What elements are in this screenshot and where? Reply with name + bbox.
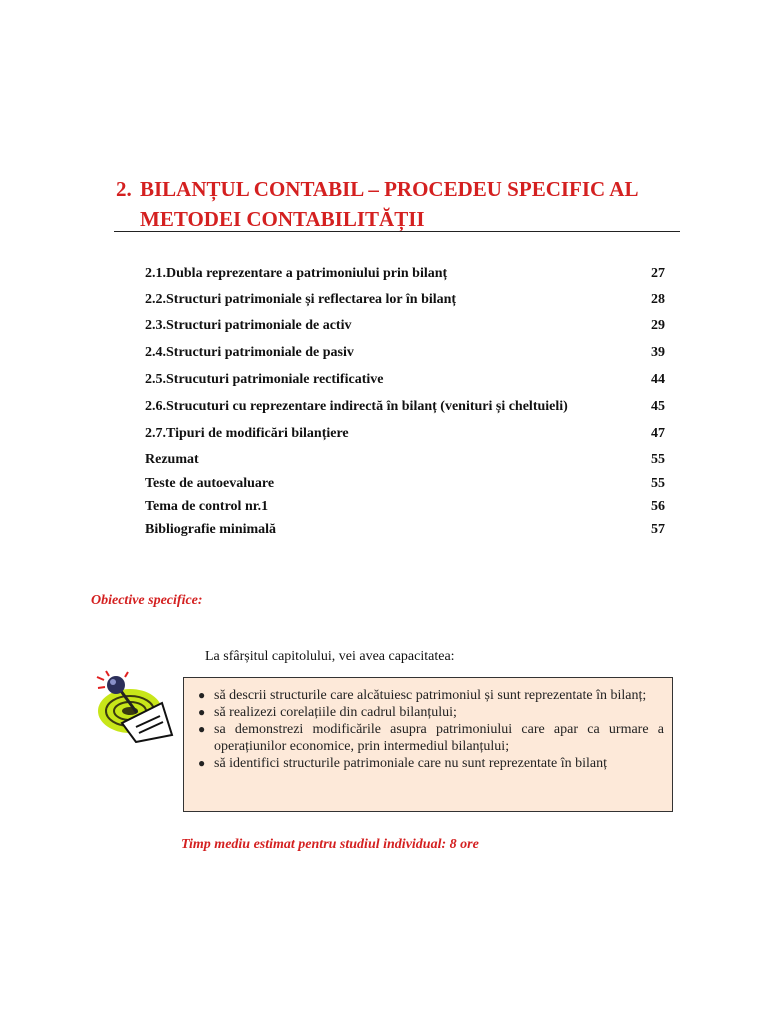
toc-entry-page: 29 — [651, 318, 665, 333]
toc-entry[interactable] — [145, 264, 667, 283]
toc-entry-label: 2.5.Strucuturi patrimoniale rectificative — [145, 372, 384, 387]
toc-entry[interactable] — [145, 316, 667, 335]
toc-entry[interactable] — [145, 520, 667, 539]
toc-entry-label: Tema de control nr.1 — [145, 499, 269, 514]
toc-entry[interactable] — [145, 497, 667, 516]
objective-item — [194, 721, 664, 755]
toc-entry[interactable] — [145, 290, 667, 309]
bullet-icon: ● — [198, 756, 206, 770]
toc-entry-page: 44 — [651, 372, 665, 387]
toc-entry-label: 2.1.Dubla reprezentare a patrimoniului prin bilanț — [145, 266, 448, 281]
title-divider — [114, 231, 680, 232]
time-estimate: Timp mediu estimat pentru studiul individual: 8 ore — [181, 837, 479, 852]
objective-text: să realizezi corelațiile din cadrul bilanțului; — [214, 705, 457, 720]
chapter-title-line2: METODEI CONTABILITĂȚII — [140, 207, 425, 231]
objective-text: sa demonstrezi modificările asupra patrimoniului care apar ca urmare a operațiunilor economice, prin intermediul bilanțului; — [214, 722, 664, 754]
toc-entry-label: 2.3.Structuri patrimoniale de activ — [145, 318, 352, 333]
toc-entry-page: 55 — [651, 452, 665, 467]
bullet-icon: ● — [198, 688, 206, 702]
bullet-icon: ● — [198, 722, 206, 736]
objective-text: să identifici structurile patrimoniale care nu sunt reprezentate în bilanț — [214, 756, 608, 771]
toc-entry-label: Rezumat — [145, 452, 199, 467]
table-of-contents — [145, 264, 667, 539]
toc-entry-page: 45 — [651, 399, 665, 414]
chapter-title — [116, 174, 686, 234]
toc-entry-page: 56 — [651, 499, 665, 514]
toc-entry[interactable] — [145, 450, 667, 469]
toc-entry-page: 47 — [651, 426, 665, 441]
toc-entry-page: 57 — [651, 522, 665, 537]
toc-entry-label: 2.7.Tipuri de modificări bilanțiere — [145, 426, 349, 441]
toc-entry-label: Bibliografie minimală — [145, 522, 277, 537]
toc-entry-label: 2.6.Strucuturi cu reprezentare indirectă în bilanț (venituri și cheltuieli) — [145, 399, 568, 414]
objective-text: să descrii structurile care alcătuiesc patrimoniul și sunt reprezentate în bilanț; — [214, 688, 647, 703]
bullet-icon: ● — [198, 705, 206, 719]
chapter-number: 2. — [116, 177, 132, 201]
pushpin-note-icon — [92, 669, 174, 743]
toc-entry[interactable] — [145, 343, 667, 362]
toc-entry-page: 39 — [651, 345, 665, 360]
toc-entry-page: 55 — [651, 476, 665, 491]
toc-entry-label: 2.2.Structuri patrimoniale și reflectarea lor în bilanț — [145, 292, 457, 307]
toc-entry[interactable] — [145, 474, 667, 493]
toc-entry[interactable] — [145, 370, 667, 389]
objective-item — [194, 755, 664, 772]
chapter-title-line1: BILANȚUL CONTABIL – PROCEDEU SPECIFIC AL — [140, 177, 639, 201]
objectives-intro: La sfârșitul capitolului, vei avea capacitatea: — [205, 649, 455, 664]
objective-item — [194, 704, 664, 721]
objectives-box — [183, 677, 673, 812]
toc-entry-label: Teste de autoevaluare — [145, 476, 275, 491]
objectives-heading: Obiective specifice: — [91, 593, 203, 608]
toc-entry-label: 2.4.Structuri patrimoniale de pasiv — [145, 345, 354, 360]
toc-entry[interactable] — [145, 397, 667, 416]
toc-entry-page: 27 — [651, 266, 665, 281]
toc-entry[interactable] — [145, 424, 667, 443]
toc-entry-page: 28 — [651, 292, 665, 307]
objectives-list — [194, 687, 664, 772]
objective-item — [194, 687, 664, 704]
